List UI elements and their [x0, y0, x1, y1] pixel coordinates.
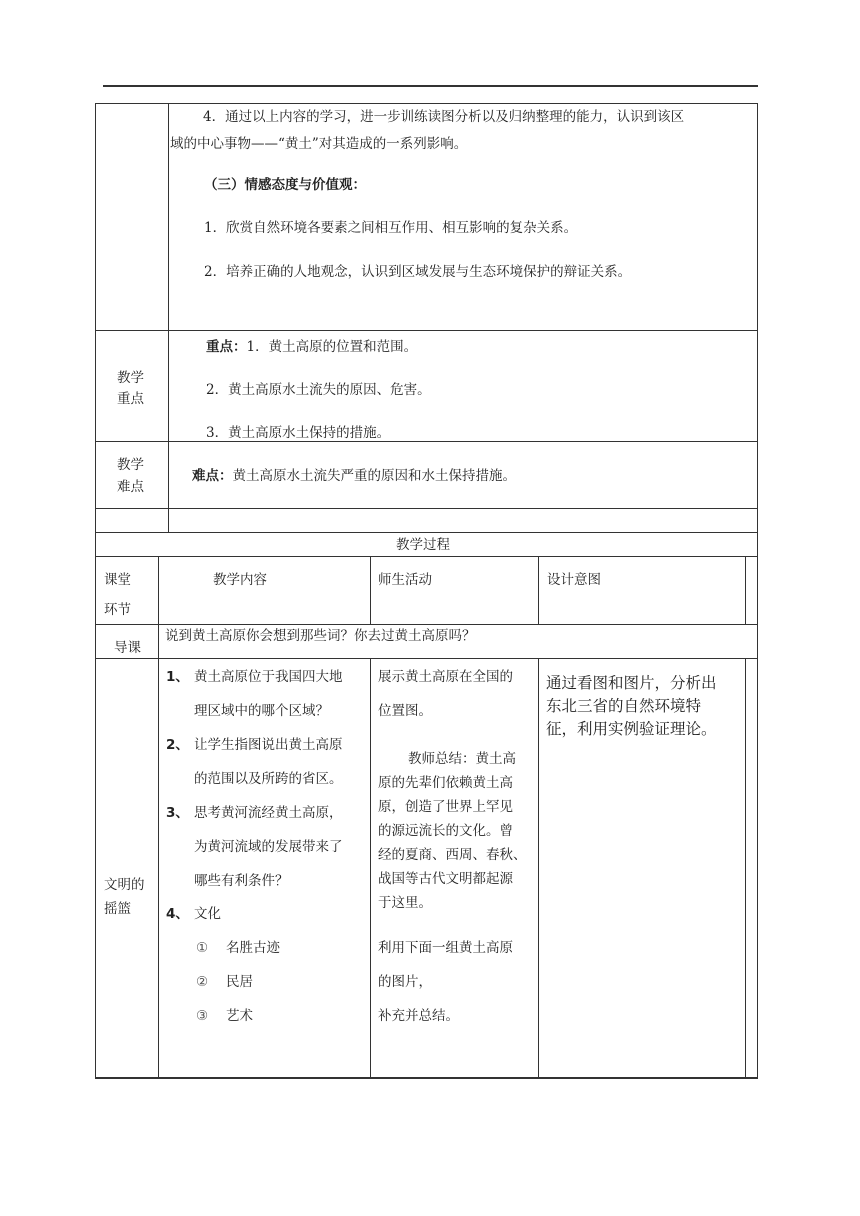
- difficulty-body: 黄土高原水土流失严重的原因和水土保持措施。: [232, 468, 516, 484]
- content-item-4-line1: 文化: [194, 906, 221, 922]
- content-num-4: 4、: [166, 906, 189, 922]
- activity-line-3: 教师总结：黄土高: [408, 751, 516, 767]
- sub-item-3: 艺术: [226, 1008, 253, 1024]
- intent-line-2: 东北三省的自然环境特: [546, 697, 702, 715]
- activity-line-12: 补充并总结。: [378, 1008, 459, 1024]
- content-item-2-line2: 的范围以及所跨的省区。: [194, 771, 343, 787]
- difficulty-label-line1: 教学: [117, 457, 144, 473]
- difficulty-prefix: 难点：: [192, 468, 233, 484]
- content-item-3-line1: 思考黄河流经黄土高原，: [194, 805, 343, 821]
- content-item-1-line2: 理区域中的哪个区域？: [194, 703, 329, 719]
- activity-line-10: 利用下面一组黄土高原: [378, 940, 513, 956]
- sub-num-2: ②: [196, 974, 209, 990]
- header-segment-line2: 环节: [104, 602, 131, 618]
- key-point-item-1: [206, 337, 417, 357]
- activity-line-6: 的源远流长的文化。曾: [378, 823, 513, 839]
- key-points-label-line2: 重点: [117, 391, 144, 407]
- key-points-label-line1: 教学: [117, 370, 144, 386]
- sub-item-1: 名胜古迹: [226, 940, 280, 956]
- header-segment-line1: 课堂: [104, 572, 131, 588]
- activity-line-4: 原的先辈们依赖黄土高: [378, 775, 513, 791]
- header-activity: 师生活动: [378, 572, 432, 588]
- key-point-text-1: 1．黄土高原的位置和范围。: [246, 339, 418, 355]
- intent-line-3: 征，利用实例验证理论。: [546, 720, 717, 738]
- objective-item-4-line1: 4．通过以上内容的学习，进一步训练读图分析以及归纳整理的能力，认识到该区: [203, 109, 685, 125]
- section-emotion-title: （三）情感态度与价值观：: [204, 177, 366, 193]
- content-num-3: 3、: [166, 805, 189, 821]
- header-intent: 设计意图: [547, 572, 601, 588]
- intro-text: 说到黄土高原你会想到那些词？你去过黄土高原吗？: [165, 628, 476, 644]
- activity-line-2: 位置图。: [378, 703, 432, 719]
- sub-num-1: ①: [196, 940, 209, 956]
- activity-line-1: 展示黄土高原在全国的: [378, 669, 513, 685]
- content-item-3-line2: 为黄河流域的发展带来了: [194, 839, 343, 855]
- cradle-label-line2: 摇篮: [104, 901, 131, 917]
- content-num-2: 2、: [166, 737, 189, 753]
- intent-line-1: 通过看图和图片，分析出: [546, 674, 717, 692]
- key-point-item-2: 2．黄土高原水土流失的原因、危害。: [206, 382, 431, 398]
- activity-line-8: 战国等古代文明都起源: [378, 871, 513, 887]
- sub-item-2: 民居: [226, 974, 253, 990]
- emotion-item-1: 1．欣赏自然环境各要素之间相互作用、相互影响的复杂关系。: [204, 220, 578, 236]
- activity-line-7: 经的夏商、西周、春秋、: [378, 847, 527, 863]
- content-item-2-line1: 让学生指图说出黄土高原: [194, 737, 343, 753]
- key-point-item-3: 3．黄土高原水土保持的措施。: [206, 425, 391, 441]
- difficulty-text: [192, 466, 516, 486]
- sub-num-3: ③: [196, 1008, 209, 1024]
- intro-label: 导课: [114, 640, 141, 656]
- difficulty-label-line2: 难点: [117, 479, 144, 495]
- content-num-1: 1、: [166, 669, 189, 685]
- header-rule: [103, 85, 758, 87]
- cradle-label-line1: 文明的: [104, 877, 145, 893]
- objective-item-4-line2: 域的中心事物——“黄土”对其造成的一系列影响。: [170, 136, 468, 152]
- content-item-1-line1: 黄土高原位于我国四大地: [194, 669, 343, 685]
- activity-line-11: 的图片，: [378, 974, 432, 990]
- header-content: 教学内容: [213, 572, 267, 588]
- content-item-3-line3: 哪些有利条件？: [194, 873, 289, 889]
- activity-line-9: 于这里。: [378, 895, 432, 911]
- key-points-prefix: 重点：: [206, 339, 247, 355]
- process-title: 教学过程: [396, 537, 450, 553]
- activity-line-5: 原，创造了世界上罕见: [378, 799, 513, 815]
- emotion-item-2: 2．培养正确的人地观念，认识到区域发展与生态环境保护的辩证关系。: [204, 264, 632, 280]
